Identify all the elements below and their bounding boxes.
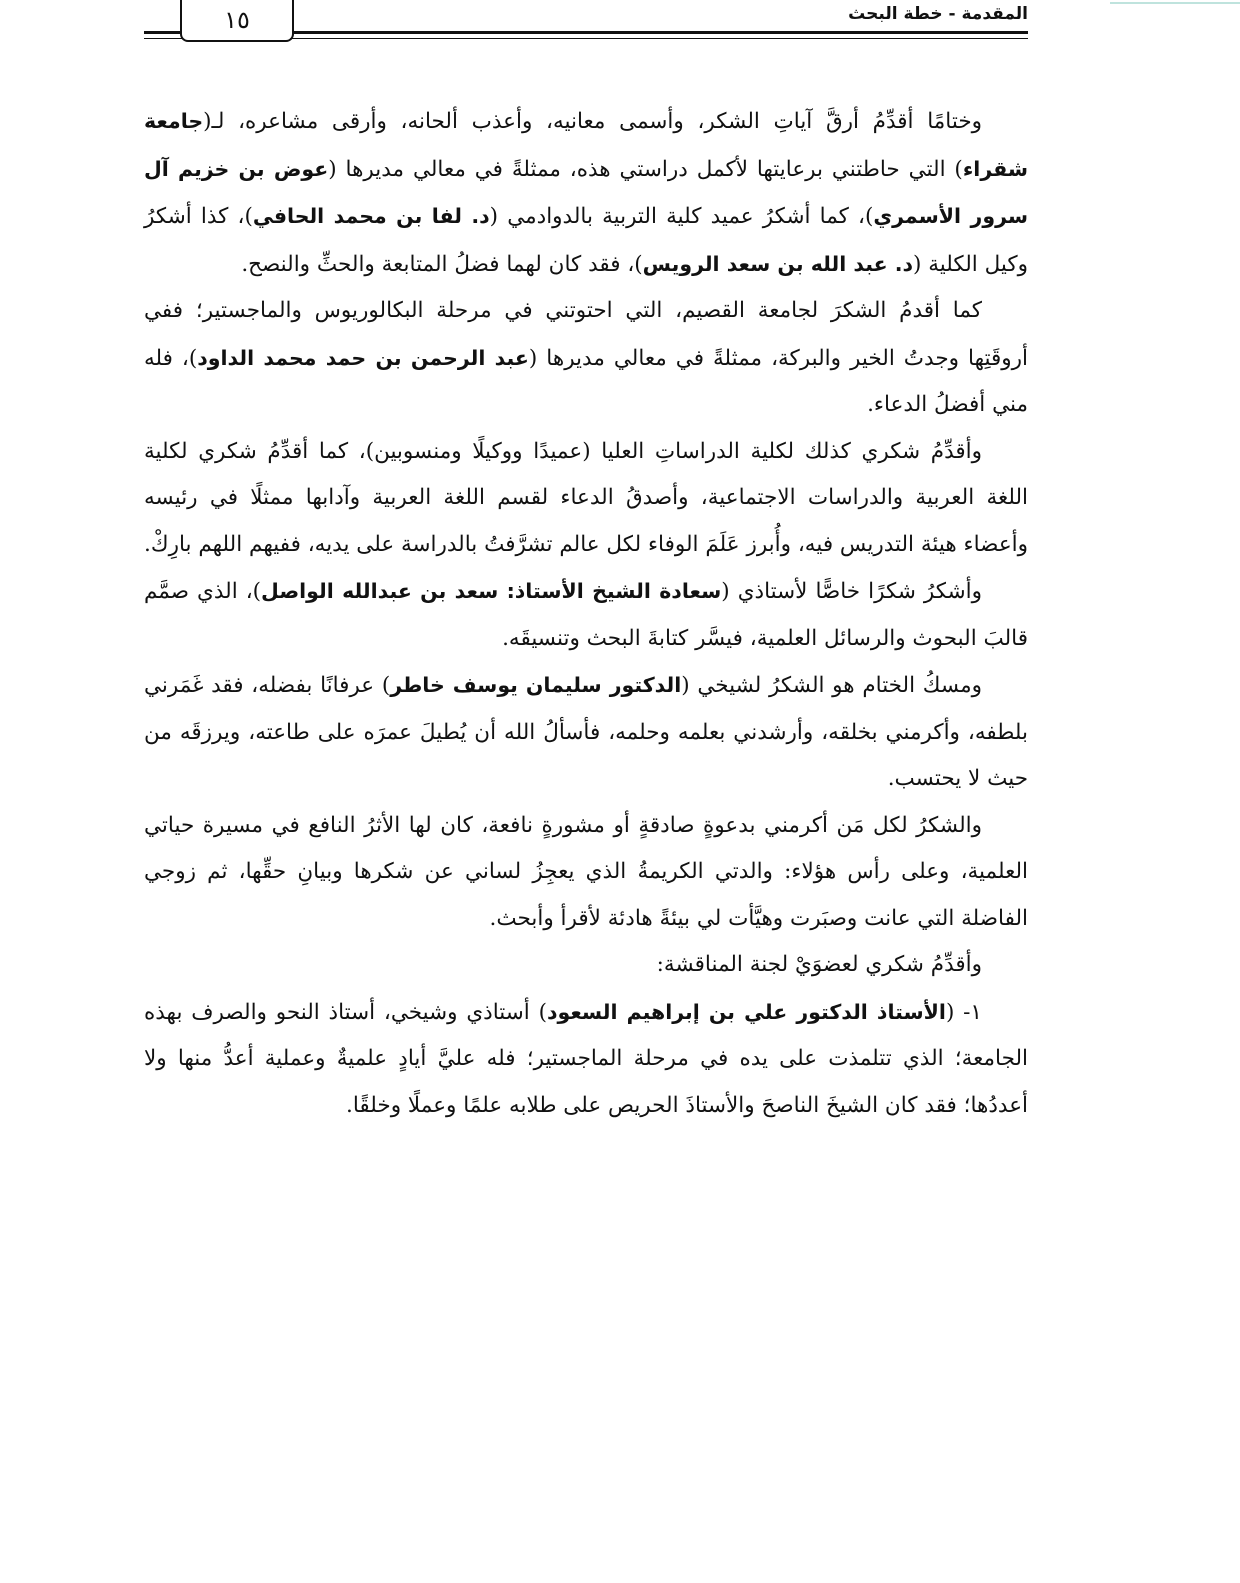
text-run: ) التي حاطتني برعايتها لأكمل دراستي هذه، ممثلةً في معالي مديرها (	[328, 156, 963, 182]
text-run: وختامًا أقدِّمُ أرقَّ آياتِ الشكر، وأسمى معانيه، وأعذب ألحانه، وأرقى مشاعره، لـ(	[203, 109, 982, 134]
page-number: ١٥	[180, 0, 294, 42]
paragraph-acknowledgment-graduate-studies	[144, 429, 1028, 569]
text-run: وأقدِّمُ شكري كذلك لكلية الدراساتِ العليا (عميدًا ووكيلًا ومنسوبين)، كما أقدِّمُ شكري لكلية اللغة العربية والدراسات الاجتماعية، وأصدقُ الدعاء لقسم اللغة العربية وآدابها ممثلًا في رئيسه وأعضاء هيئة التدريس فيه، وأُبرز عَلَمَ الوفاء لكل عالم تشرَّفتُ بالدراسة على يديه، ففيهم اللهم بارِكْ.	[144, 438, 1028, 557]
page-body	[144, 98, 1028, 1129]
paragraph-committee-member-1	[144, 989, 1028, 1130]
bold-name: سعادة الشيخ الأستاذ: سعد بن عبدالله الواصل	[261, 579, 722, 603]
text-run: ) أستاذي وشيخي، أستاذ النحو والصرف بهذه الجامعة؛ الذي تتلمذت على يده في مرحلة الماجستير؛ فله عليَّ أيادٍ علميةٌ وعملية أعدُّ منها ولا أعددُها؛ فقد كان الشيخَ الناصحَ والأستاذَ الحريص على طلابه علمًا وعملًا وخلقًا.	[144, 999, 1028, 1118]
paragraph-acknowledgment-template	[144, 568, 1028, 662]
bold-name: د. لفا بن محمد الحافي	[252, 204, 490, 228]
paragraph-acknowledgment-family	[144, 803, 1028, 943]
paragraph-committee-intro	[144, 942, 1028, 989]
text-run: )، الذي صمَّم قالبَ البحوث والرسائل العلمية، فيسَّر كتابةَ البحث وتنسيقَه.	[144, 579, 1028, 651]
text-run: كما أقدمُ الشكرَ لجامعة القصيم، التي احتوتني في مرحلة البكالوريوس والماجستير؛ ففي أروقَتِها وجدتُ الخير والبركة، ممثلةً في معالي مديرها (	[144, 298, 1028, 371]
bold-name: عبد الرحمن بن حمد محمد الداود	[197, 345, 529, 370]
bold-name: د. عبد الله بن سعد الرويس	[642, 251, 914, 276]
text-run: ) عرفانًا بفضله، فقد غَمَرني بلطفه، وأكرمني بخلقه، وأرشدني بعلمه وحلمه، فأسألُ الله أن يُطيلَ عمرَه على طاعته، ويرزقَه من حيث لا يحتسب.	[144, 673, 1028, 791]
corner-accent-line	[1110, 2, 1240, 4]
bold-name: جامعة شقراء	[144, 109, 1028, 181]
text-run: وأقدِّمُ شكري لعضوَيْ لجنة المناقشة:	[656, 952, 982, 977]
text-run: ومسكُ الختام هو الشكرُ لشيخي (	[681, 673, 982, 698]
paragraph-acknowledgment-supervisor	[144, 662, 1028, 803]
text-run: والشكرُ لكل مَن أكرمني بدعوةٍ صادقةٍ أو مشورةٍ نافعة، كان لها الأثرُ النافع في مسيرة حياتي العلمية، وعلى رأس هؤلاء: والدتي الكريمةُ الذي يعجِزُ لساني عن شكرها وبيانِ حقِّها، ثم زوجي الفاضلة التي عانت وصبَرت وهيَّأت لي بيئةً هادئة لأقرأ وأبحث.	[144, 812, 1028, 931]
paragraph-acknowledgment-qassim	[144, 288, 1028, 429]
bold-name: الدكتور سليمان يوسف خاطر	[390, 673, 682, 697]
page-header	[144, 0, 1028, 44]
list-number: ١- (	[945, 999, 982, 1025]
text-run: )، فله مني أفضلُ الدعاء.	[144, 345, 1028, 417]
text-run: )، فقد كان لهما فضلُ المتابعة والحثِّ والنصح.	[241, 251, 643, 277]
text-run: وأشكرُ شكرًا خاصًّا لأستاذي (	[721, 579, 982, 604]
paragraph-acknowledgment-shaqra	[144, 98, 1028, 288]
running-title: المقدمة - خطة البحث	[848, 4, 1028, 24]
text-run: )، كما أشكرُ عميد كلية التربية بالدوادمي (	[489, 204, 874, 229]
bold-name: الأستاذ الدكتور علي بن إبراهيم السعود	[546, 999, 946, 1024]
text-run: )، كذا أشكرُ وكيل الكلية (	[144, 204, 1028, 277]
bold-name: عوض بن خزيم آل سرور الأسمري	[144, 156, 1028, 228]
